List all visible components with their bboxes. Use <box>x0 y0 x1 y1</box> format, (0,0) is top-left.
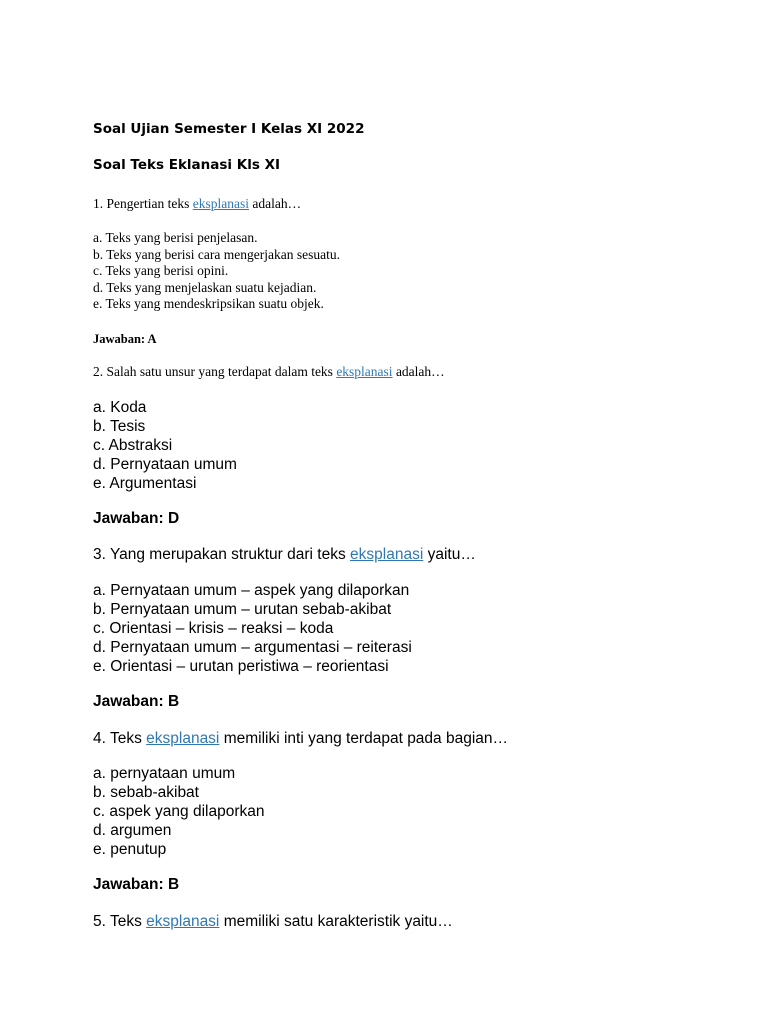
option-b: b. Pernyataan umum – urutan sebab-akibat <box>93 601 392 618</box>
eksplanasi-link[interactable]: eksplanasi <box>146 913 220 930</box>
question-text: 5. Teks <box>93 913 147 930</box>
question-text: memiliki inti yang terdapat pada bagian… <box>219 730 509 747</box>
answer-2: Jawaban: D <box>93 510 180 527</box>
question-1-options <box>93 230 340 313</box>
question-text: 2. Salah satu unsur yang terdapat dalam teks <box>93 364 337 379</box>
question-text: yaitu… <box>423 546 476 563</box>
option-b: b. sebab-akibat <box>93 784 199 801</box>
document-subtitle: Soal Teks Eklanasi Kls XI <box>93 157 280 173</box>
question-text: adalah… <box>248 196 302 211</box>
question-3-options <box>93 581 412 676</box>
option-c: c. Orientasi – krisis – reaksi – koda <box>93 620 334 637</box>
option-d: d. Pernyataan umum – argumentasi – reiterasi <box>93 639 412 656</box>
question-text: 3. Yang merupakan struktur dari teks <box>93 546 351 563</box>
question-3 <box>93 545 476 564</box>
option-a: a. pernyataan umum <box>93 765 236 782</box>
option-c: c. Abstraksi <box>93 437 173 454</box>
question-5 <box>93 912 453 931</box>
question-2-options <box>93 398 237 493</box>
question-4-options <box>93 764 264 859</box>
question-2 <box>93 364 445 381</box>
option-b: b. Tesis <box>93 418 146 435</box>
answer-4: Jawaban: B <box>93 876 180 893</box>
option-c: c. aspek yang dilaporkan <box>93 803 265 820</box>
question-text: 4. Teks <box>93 730 147 747</box>
answer-1: Jawaban: A <box>93 332 157 346</box>
option-e: e. penutup <box>93 841 167 858</box>
option-c: c. Teks yang berisi opini. <box>93 263 229 279</box>
question-text: memiliki satu karakteristik yaitu… <box>219 913 453 930</box>
eksplanasi-link[interactable]: eksplanasi <box>192 196 249 211</box>
eksplanasi-link[interactable]: eksplanasi <box>350 546 424 563</box>
option-e: e. Argumentasi <box>93 475 197 492</box>
answer-3: Jawaban: B <box>93 693 180 710</box>
question-text: adalah… <box>392 364 445 379</box>
eksplanasi-link[interactable]: eksplanasi <box>146 730 220 747</box>
option-a: a. Koda <box>93 399 147 416</box>
option-a: a. Pernyataan umum – aspek yang dilaporkan <box>93 582 410 599</box>
option-a: a. Teks yang berisi penjelasan. <box>93 230 258 245</box>
eksplanasi-link[interactable]: eksplanasi <box>336 364 393 379</box>
document-title: Soal Ujian Semester I Kelas XI 2022 <box>93 121 365 137</box>
option-e: e. Teks yang mendeskripsikan suatu objek. <box>93 296 324 312</box>
option-d: d. argumen <box>93 822 172 839</box>
question-1 <box>93 196 301 213</box>
option-d: d. Teks yang menjelaskan suatu kejadian. <box>93 279 317 295</box>
option-d: d. Pernyataan umum <box>93 456 237 473</box>
option-e: e. Orientasi – urutan peristiwa – reorientasi <box>93 658 389 675</box>
question-text: 1. Pengertian teks <box>93 196 193 211</box>
question-4 <box>93 729 508 748</box>
option-b: b. Teks yang berisi cara mengerjakan sesuatu. <box>93 246 340 262</box>
